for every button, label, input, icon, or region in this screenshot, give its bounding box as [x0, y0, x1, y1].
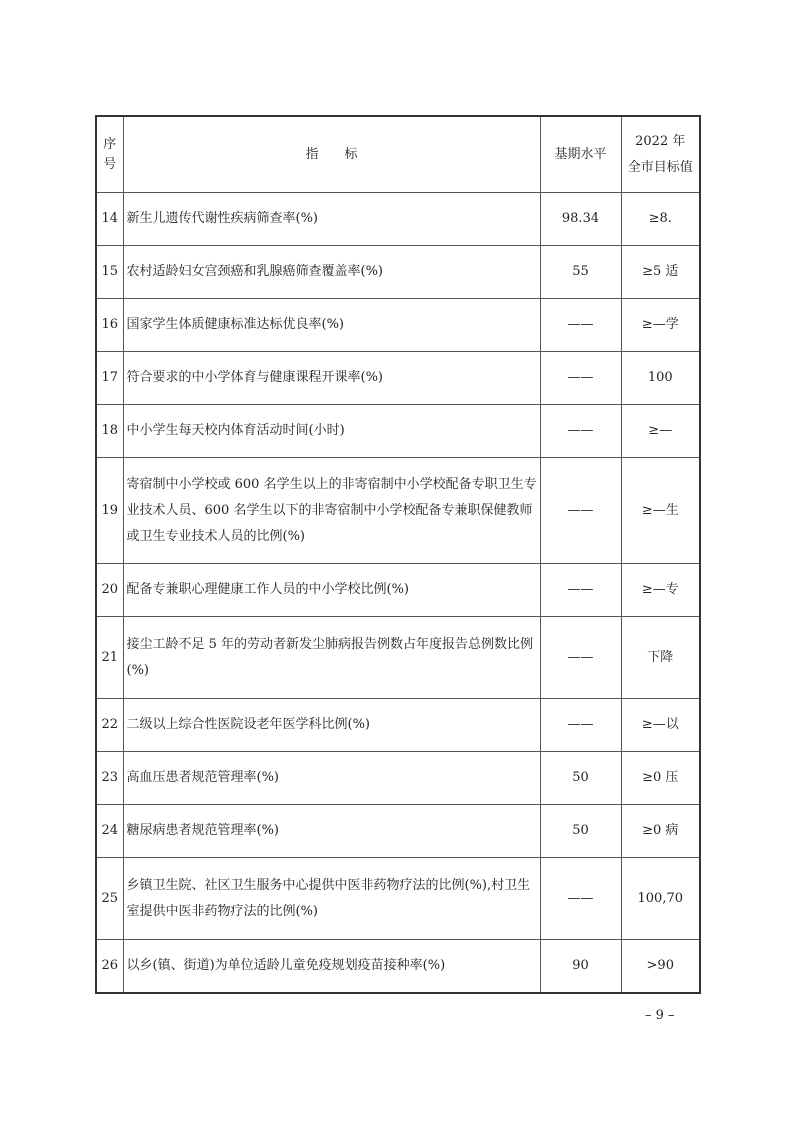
table-row: [96, 405, 700, 458]
row-target: ≥—学: [621, 299, 700, 352]
table-row: [96, 699, 700, 752]
row-indicator: 乡镇卫生院、社区卫生服务中心提供中医非药物疗法的比例(%),村卫生室提供中医非药物疗法的比例(%): [123, 858, 540, 940]
indicator-table: [95, 115, 701, 994]
header-indicator: 指 标: [123, 116, 540, 193]
row-target: >90: [621, 940, 700, 993]
row-indicator: 以乡(镇、街道)为单位适龄儿童免疫规划疫苗接种率(%): [123, 940, 540, 993]
table-row: [96, 940, 700, 993]
row-target: 100,70: [621, 858, 700, 940]
row-number: 25: [96, 858, 123, 940]
row-baseline: ——: [540, 564, 621, 617]
row-number: 20: [96, 564, 123, 617]
row-target: ≥—以: [621, 699, 700, 752]
row-number: 17: [96, 352, 123, 405]
row-baseline: ——: [540, 405, 621, 458]
row-baseline: ——: [540, 458, 621, 564]
header-target-year: 2022 年: [635, 133, 686, 149]
row-target: 下降: [621, 617, 700, 699]
row-number: 18: [96, 405, 123, 458]
row-target: ≥5 适: [621, 246, 700, 299]
page-number: – 9 –: [645, 1008, 675, 1023]
table-row: [96, 805, 700, 858]
row-indicator: 糖尿病患者规范管理率(%): [123, 805, 540, 858]
table-row: [96, 564, 700, 617]
row-number: 15: [96, 246, 123, 299]
row-indicator: 高血压患者规范管理率(%): [123, 752, 540, 805]
row-number: 24: [96, 805, 123, 858]
row-baseline: 50: [540, 752, 621, 805]
row-indicator: 接尘工龄不足 5 年的劳动者新发尘肺病报告例数占年度报告总例数比例(%): [123, 617, 540, 699]
row-number: 14: [96, 193, 123, 246]
header-target-label: 全市目标值: [627, 159, 693, 175]
table-header-row: [96, 116, 700, 193]
row-baseline: 50: [540, 805, 621, 858]
row-target: ≥—生: [621, 458, 700, 564]
table-row: [96, 299, 700, 352]
row-target: ≥—专: [621, 564, 700, 617]
row-target: 100: [621, 352, 700, 405]
row-number: 22: [96, 699, 123, 752]
row-indicator: 新生儿遗传代谢性疾病筛查率(%): [123, 193, 540, 246]
row-indicator: 二级以上综合性医院设老年医学科比例(%): [123, 699, 540, 752]
row-baseline: ——: [540, 299, 621, 352]
row-number: 26: [96, 940, 123, 993]
row-number: 23: [96, 752, 123, 805]
row-number: 19: [96, 458, 123, 564]
row-indicator: 国家学生体质健康标准达标优良率(%): [123, 299, 540, 352]
table-row: [96, 458, 700, 564]
row-indicator: 配备专兼职心理健康工作人员的中小学校比例(%): [123, 564, 540, 617]
row-target: ≥0 压: [621, 752, 700, 805]
row-baseline: ——: [540, 699, 621, 752]
header-target: [621, 116, 700, 193]
table-row: [96, 752, 700, 805]
table-row: [96, 617, 700, 699]
row-baseline: 90: [540, 940, 621, 993]
row-baseline: ——: [540, 858, 621, 940]
row-baseline: ——: [540, 617, 621, 699]
row-target: ≥0 病: [621, 805, 700, 858]
row-baseline: 55: [540, 246, 621, 299]
row-indicator: 中小学生每天校内体育活动时间(小时): [123, 405, 540, 458]
row-target: ≥—: [621, 405, 700, 458]
row-number: 16: [96, 299, 123, 352]
table-row: [96, 193, 700, 246]
table-row: [96, 858, 700, 940]
row-baseline: 98.34: [540, 193, 621, 246]
row-indicator: 寄宿制中小学校或 600 名学生以上的非寄宿制中小学校配备专职卫生专业技术人员、600 名学生以下的非寄宿制中小学校配备专兼职保健教师或卫生专业技术人员的比例(%): [123, 458, 540, 564]
table-row: [96, 246, 700, 299]
table-row: [96, 352, 700, 405]
row-indicator: 农村适龄妇女宫颈癌和乳腺癌筛查覆盖率(%): [123, 246, 540, 299]
row-baseline: ——: [540, 352, 621, 405]
row-number: 21: [96, 617, 123, 699]
header-baseline: 基期水平: [540, 116, 621, 193]
row-target: ≥8.: [621, 193, 700, 246]
row-indicator: 符合要求的中小学体育与健康课程开课率(%): [123, 352, 540, 405]
header-seq: 序号: [96, 116, 123, 193]
